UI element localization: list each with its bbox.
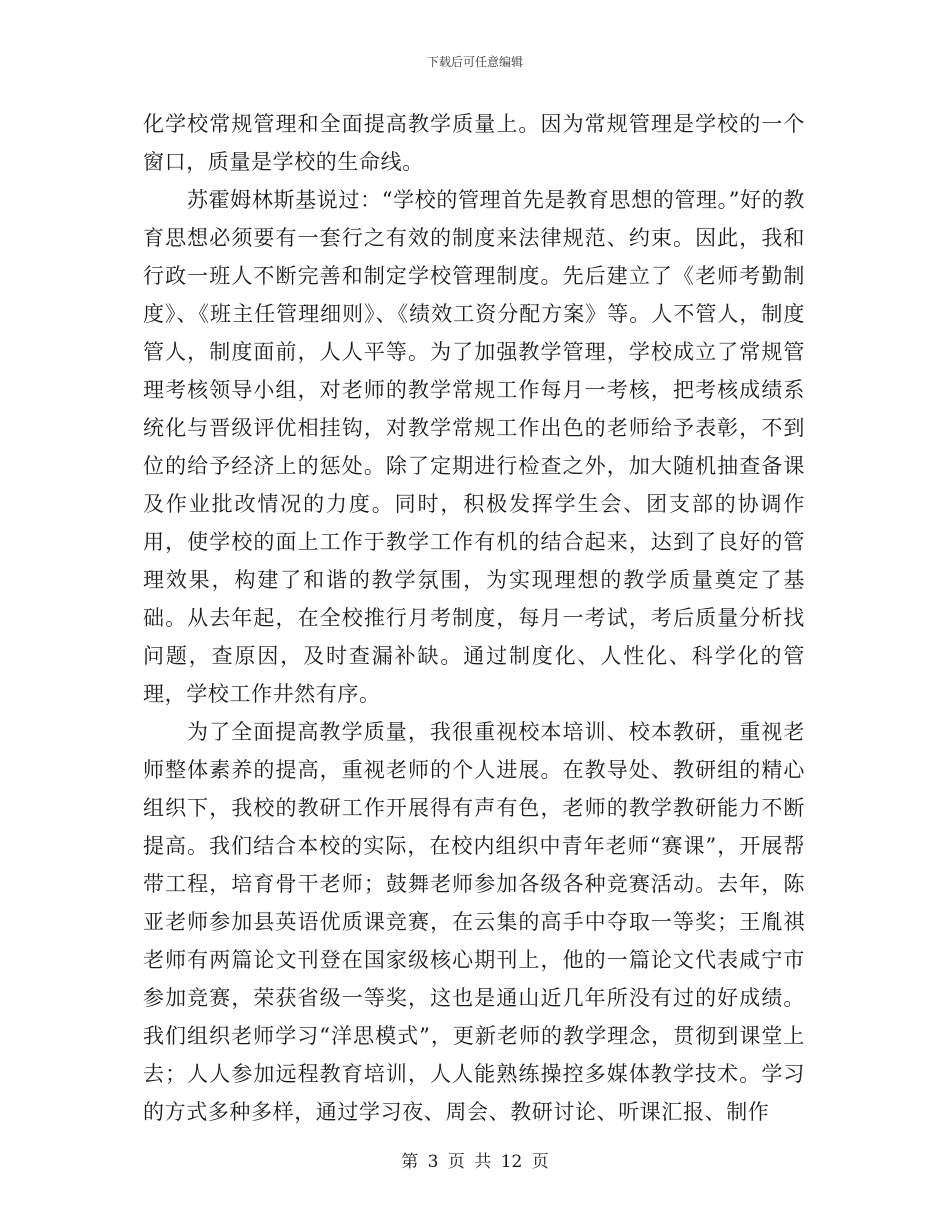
page-header: 下载后可任意编辑 (426, 55, 523, 69)
paragraph-2: 苏霍姆林斯基说过：“学校的管理首先是教育思想的管理。”好的教育思想必须要有一套行之有效的制度来法律规范、约束。因此，我和行政一班人不断完善和制定学校管理制度。先后建立了《老师考勤制度》、《班主任管理细则》、《绩效工资分配方案》等。人不管人，制度管人，制度面前，人人平等。为了加强教学管理，学校成立了常规管理考核领导小组，对老师的教学常规工作每月一考核，把考核成绩系统化与晋级评优相挂钩，对教学常规工作出色的老师给予表彰，不到位的给予经济上的惩处。除了定期进行检查之外，加大随机抽查备课及作业批改情况的力度。同时，积极发挥学生会、团支部的协调作用，使学校的面上工作于教学工作有机的结合起来，达到了良好的管理效果，构建了和谐的教学氛围，为实现理想的教学质量奠定了基础。从去年起，在全校推行月考制度，每月一考试，考后质量分析找问题，查原因，及时查漏补缺。通过制度化、人性化、科学化的管理，学校工作井然有序。 (143, 188, 805, 706)
paragraph-3: 为了全面提高教学质量，我很重视校本培训、校本教研，重视老师整体素养的提高，重视老师的个人进展。在教导处、教研组的精心组织下，我校的教研工作开展得有声有色，老师的教学教研能力不断提高。我们结合本校的实际，在校内组织中青年老师“赛课”，开展帮带工程，培育骨干老师；鼓舞老师参加各级各种竞赛活动。去年，陈亚老师参加县英语优质课竞赛，在云集的高手中夺取一等奖；王胤祺老师有两篇论文刊登在国家级核心期刊上，他的一篇论文代表咸宁市参加竞赛，荣获省级一等奖，这也是通山近几年所没有过的好成绩。我们组织老师学习“洋思模式”，更新老师的教学理念，贯彻到课堂上去；人人参加远程教育培训，人人能熟练操控多媒体教学技术。学习的方式多种多样，通过学习夜、周会、教研讨论、听课汇报、制作 (143, 720, 805, 1124)
document-body (143, 105, 805, 1131)
page-number-footer: 第 3 页 共 12 页 (401, 1152, 549, 1172)
paragraph-1: 化学校常规管理和全面提高教学质量上。因为常规管理是学校的一个窗口，质量是学校的生命线。 (143, 112, 805, 174)
